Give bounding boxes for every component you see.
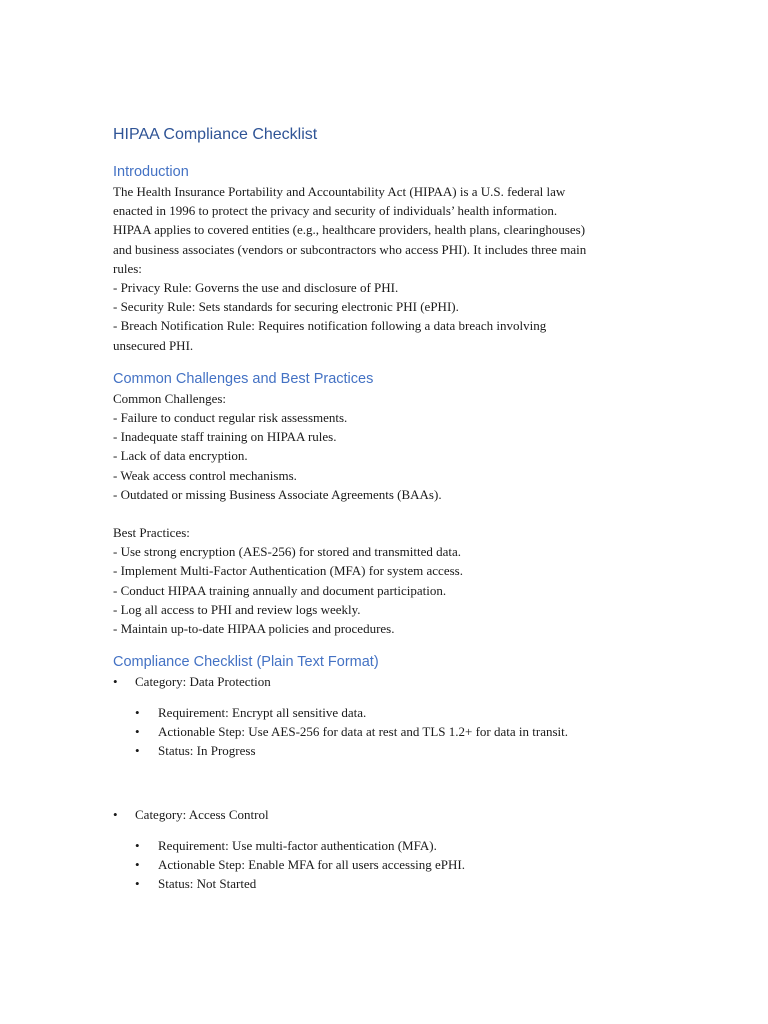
status-text: Status: In Progress [158,743,256,759]
sub-list-item [113,741,673,760]
best-practice-item: - Maintain up-to-date HIPAA policies and procedures. [113,621,395,637]
intro-line: - Privacy Rule: Governs the use and disclosure of PHI. [113,280,399,296]
intro-line: enacted in 1996 to protect the privacy and security of individuals’ health information. [113,203,558,219]
best-practice-item: - Conduct HIPAA training annually and document participation. [113,582,447,598]
actionable-step-text: Actionable Step: Enable MFA for all users accessing ePHI. [158,857,465,873]
sub-list-item [113,874,673,893]
checklist-heading: Compliance Checklist (Plain Text Format) [113,654,379,671]
intro-line: - Breach Notification Rule: Requires notification following a data breach involving [113,318,547,334]
sub-list-item [113,703,673,722]
category-list-item [113,805,673,824]
best-practices-label: Best Practices: [113,525,190,541]
challenges-section [113,369,673,638]
checklist-category [113,672,673,760]
category-list-item [113,672,673,691]
requirement-text: Requirement: Use multi-factor authentication (MFA). [158,838,437,854]
category-label: Category: Data Protection [135,674,271,690]
intro-line: rules: [113,260,142,276]
intro-line: unsecured PHI. [113,337,194,353]
sub-list-item [113,722,673,741]
best-practice-item: - Implement Multi-Factor Authentication (MFA) for system access. [113,563,463,579]
intro-line: and business associates (vendors or subcontractors who access PHI). It includes three main [113,241,587,257]
challenge-item: - Failure to conduct regular risk assessments. [113,410,348,426]
best-practice-item: - Log all access to PHI and review logs weekly. [113,601,361,617]
category-sub-list [113,703,673,760]
requirement-text: Requirement: Encrypt all sensitive data. [158,705,367,721]
sub-list-item [113,855,673,874]
category-label: Category: Access Control [135,807,269,823]
bullet-icon: • [135,724,140,740]
intro-line: The Health Insurance Portability and Accountability Act (HIPAA) is a U.S. federal law [113,184,566,199]
document-content [113,124,673,938]
status-text: Status: Not Started [158,876,257,892]
introduction-body [113,182,673,355]
checklist-section [113,652,673,893]
challenge-item: - Lack of data encryption. [113,448,248,464]
intro-line: - Security Rule: Sets standards for securing electronic PHI (ePHI). [113,299,459,315]
intro-line: HIPAA applies to covered entities (e.g., healthcare providers, health plans, clearinghouses) [113,222,586,238]
document-title: HIPAA Compliance Checklist [113,126,318,143]
challenge-item: - Inadequate staff training on HIPAA rules. [113,429,337,445]
bullet-icon: • [113,807,118,823]
bullet-icon: • [135,857,140,873]
challenges-heading: Common Challenges and Best Practices [113,370,374,387]
paragraph-gap [113,504,673,523]
actionable-step-text: Actionable Step: Use AES-256 for data at rest and TLS 1.2+ for data in transit. [158,724,569,740]
bullet-icon: • [113,674,118,690]
sub-list-item [113,836,673,855]
introduction-section [113,162,673,355]
category-sub-list [113,836,673,893]
challenges-label: Common Challenges: [113,390,227,406]
checklist-category [113,805,673,893]
bullet-icon: • [135,743,140,759]
challenge-item: - Weak access control mechanisms. [113,467,297,483]
challenge-item: - Outdated or missing Business Associate Agreements (BAAs). [113,486,442,502]
bullet-icon: • [135,876,140,892]
bullet-icon: • [135,838,140,854]
bullet-icon: • [135,705,140,721]
introduction-heading: Introduction [113,164,189,180]
best-practice-item: - Use strong encryption (AES-256) for stored and transmitted data. [113,544,462,560]
